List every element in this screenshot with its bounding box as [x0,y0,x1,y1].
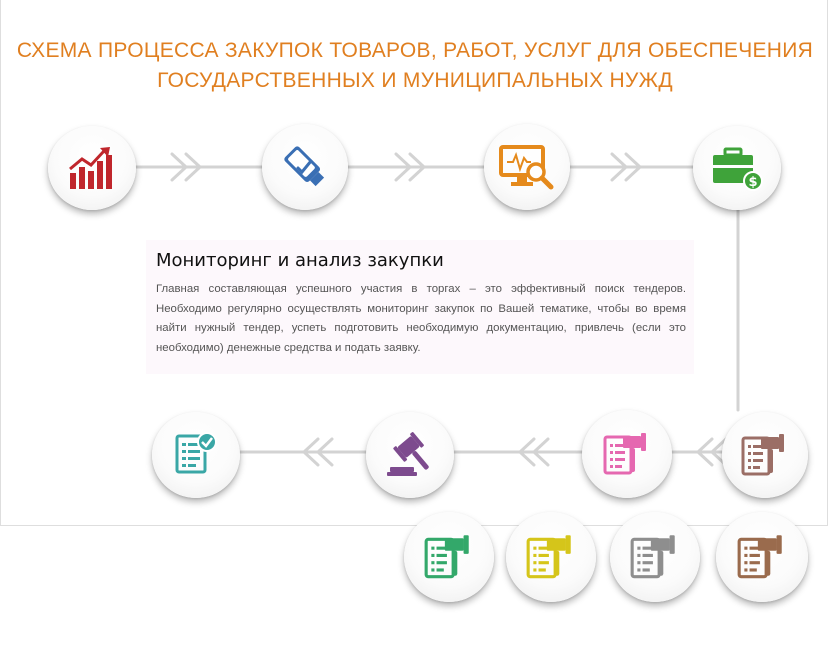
document-gavel-icon [524,531,578,583]
monitor-search-icon [499,144,555,190]
briefcase-money-icon [709,145,765,191]
variant-icon-gray[interactable] [610,512,700,602]
document-gavel-icon [601,429,653,479]
document-checked-icon [171,430,221,480]
step-description-panel [146,240,694,374]
title-line-2: ГОСУДАРСТВЕННЫХ И МУНИЦИПАЛЬНЫХ НУЖД [157,69,673,92]
variant-icon-yellow[interactable] [506,512,596,602]
variant-icon-green[interactable] [404,512,494,602]
step-5-documentation[interactable] [722,412,808,498]
document-gavel-icon [628,531,682,583]
step-description-heading: Мониторинг и анализ закупки [156,250,444,271]
svg-text:$: $ [748,175,758,190]
step-4-financing[interactable] [693,126,781,210]
step-description-text: Главная составляющая успешного участия в торгах – это эффективный поиск тендеров. Необходимо регулярно осуществлять мониторинг закупок по Вашей тематике, чтобы во время найти нужный тендер, успеть подготовить необходимую документацию, привлечь (если это необходимо) денежные средства и подать заявку. [156,283,686,354]
step-3-monitoring[interactable] [484,124,570,210]
document-gavel-icon [735,531,789,583]
bar-chart-growth-icon [66,145,118,191]
step-8-contract-signed[interactable] [152,412,240,498]
document-gavel-icon [422,531,476,583]
variant-icon-brown[interactable] [716,512,808,602]
step-6-application[interactable] [582,410,672,498]
step-2-digital-signature[interactable] [262,124,348,210]
step-7-auction[interactable] [366,412,454,498]
step-1-market-analysis[interactable] [48,126,136,210]
usb-signature-key-icon [280,142,330,192]
title-line-1: СХЕМА ПРОЦЕССА ЗАКУПОК ТОВАРОВ, РАБОТ, УСЛУГ ДЛЯ ОБЕСПЕЧЕНИЯ [16,39,814,62]
gavel-icon [384,431,436,479]
document-gavel-icon [739,430,791,480]
